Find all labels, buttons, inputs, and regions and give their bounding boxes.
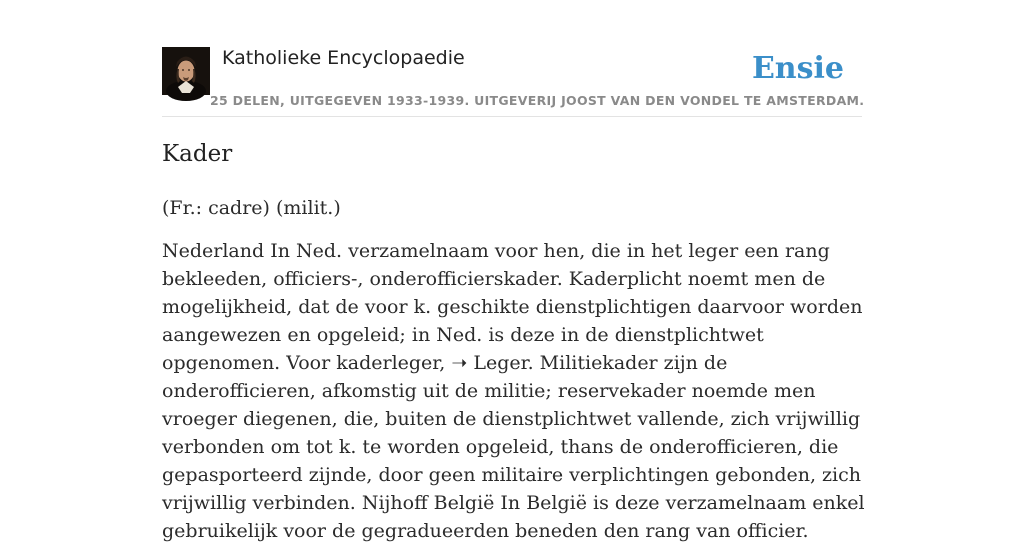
source-meta: 25 DELEN, UITGEGEVEN 1933-1939. UITGEVERIJ JOOST VAN DEN VONDEL TE AMSTERDAM. [210,93,865,108]
article [162,138,866,545]
source-title[interactable]: Katholieke Encyclopaedie [222,47,465,69]
article-subtitle: (Fr.: cadre) (milit.) [162,197,341,219]
portrait-avatar-icon[interactable] [162,47,210,95]
article-body: Nederland In Ned. verzamelnaam voor hen, die in het leger een rang bekleeden, officiers-, onderofficierskader. Kaderplicht noemt men de mogelijkheid, dat de voor k. geschikte dienstplichtigen daarvoor worden aangewezen en opgeleid; in Ned. is deze in de dienstplichtwet opgenomen. Voor kaderleger, ➝ Leger. Militiekader zijn de onderofficieren, afkomstig uit de militie; reservekader noemde men vroeger diegenen, die, buiten de dienstplichtwet vallende, zich vrijwillig verbonden om tot k. te worden opgeleid, thans de onderofficieren, die gepasporteerd zijnde, door geen militaire verplichtingen gebonden, zich vrijwillig verbinden. Nijhoff België In België is deze verzamelnaam enkel gebruikelijk voor de gegradueerden beneden den rang van officier. [162,240,865,542]
brand-logo[interactable]: Ensie [751,51,844,86]
source-header [162,46,865,117]
article-headword: Kader [162,141,233,167]
